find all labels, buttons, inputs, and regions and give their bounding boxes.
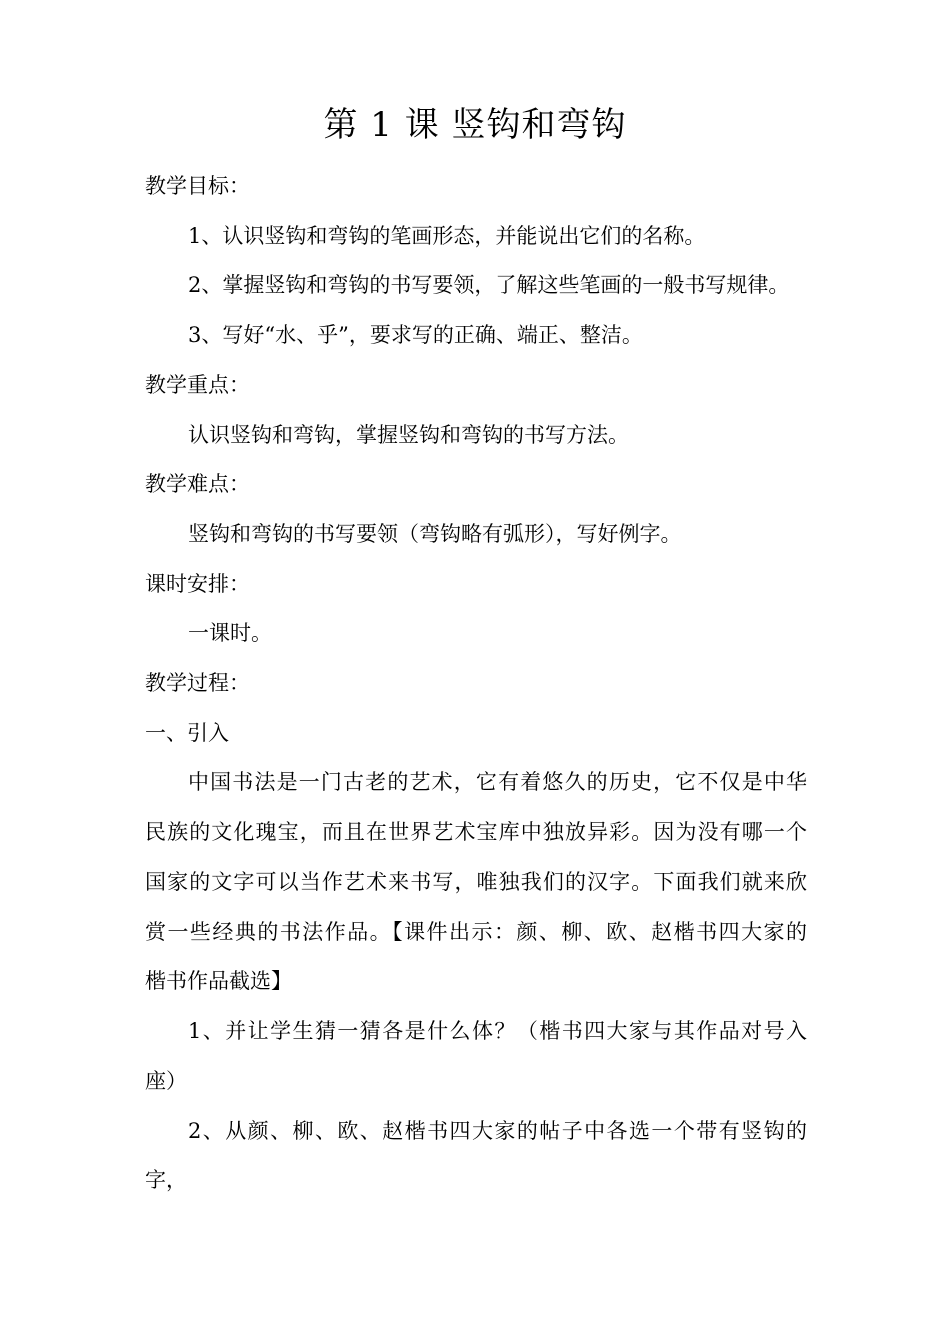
step-1-line: 1、并让学生猜一猜各是什么体？（楷书四大家与其作品对号入 (188, 1019, 807, 1043)
key-points-heading: 教学重点： (145, 373, 250, 397)
goal-item-3: 3、写好“水、乎”，要求写的正确、端正、整洁。 (188, 323, 643, 347)
schedule-heading: 课时安排： (145, 572, 250, 596)
goal-item-1: 1、认识竖钩和弯钩的笔画形态，并能说出它们的名称。 (188, 224, 706, 248)
intro-paragraph-line: 国家的文字可以当作艺术来书写，唯独我们的汉字。下面我们就来欣 (145, 870, 807, 894)
goal-item-2: 2、掌握竖钩和弯钩的书写要领，了解这些笔画的一般书写规律。 (188, 273, 790, 297)
intro-paragraph-line: 中国书法是一门古老的艺术，它有着悠久的历史，它不仅是中华 (188, 770, 807, 794)
section-intro-heading: 一、引入 (145, 721, 229, 745)
step-1-line: 座） (145, 1069, 187, 1093)
intro-paragraph-line: 赏一些经典的书法作品。【课件出示：颜、柳、欧、赵楷书四大家的 (145, 920, 807, 944)
key-points-text: 认识竖钩和弯钩，掌握竖钩和弯钩的书写方法。 (188, 423, 629, 447)
intro-paragraph-line: 楷书作品截选】 (145, 969, 292, 993)
goals-heading: 教学目标： (145, 174, 250, 198)
step-2-line: 字， (145, 1168, 187, 1192)
schedule-text: 一课时。 (188, 621, 272, 645)
difficulties-heading: 教学难点： (145, 472, 250, 496)
step-2-line: 2、从颜、柳、欧、赵楷书四大家的帖子中各选一个带有竖钩的 (188, 1119, 807, 1143)
intro-paragraph-line: 民族的文化瑰宝，而且在世界艺术宝库中独放异彩。因为没有哪一个 (145, 820, 807, 844)
process-heading: 教学过程： (145, 671, 250, 695)
difficulties-text: 竖钩和弯钩的书写要领（弯钩略有弧形），写好例字。 (188, 522, 682, 546)
page-title: 第 1 课 竖钩和弯钩 (323, 105, 627, 145)
